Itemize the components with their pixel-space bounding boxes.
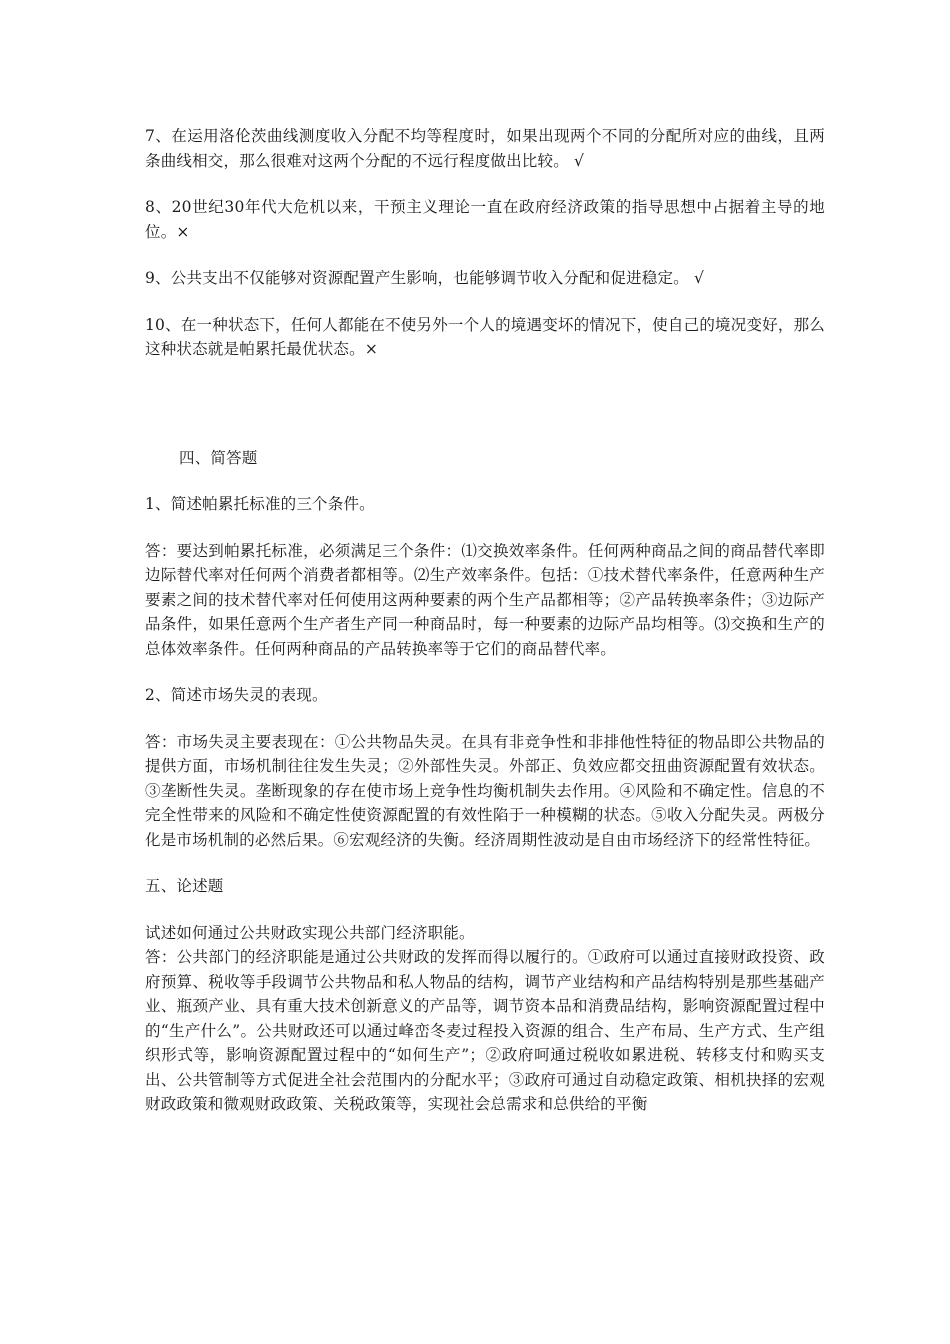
item-text: 7、在运用洛伦茨曲线测度收入分配不均等程度时，如果出现两个不同的分配所对应的曲线，且两条曲线相交，那么很难对这两个分配的不远行程度做出比较。 xyxy=(145,127,825,170)
essay-answer: 答：公共部门的经济职能是通过公共财政的发挥而得以履行的。①政府可以通过直接财政投资、政府预算、税收等手段调节公共物品和私人物品的结构，调节产业结构和产品结构特别是那些基础产业、瓶颈产业、具有重大技术创新意义的产品等，调节资本品和消费品结构，影响资源配置过程中的“生产什么”。公共财政还可以通过峰峦冬麦过程投入资源的组合、生产布局、生产方式、生产组织形式等，影响资源配置过程中的“如何生产”；②政府呵通过税收如累进税、转移支付和购买支出、公共管制等方式促进全社会范围内的分配水平；③政府可通过自动稳定政策、相机抉择的宏观财政政策和微观财政政策、关税政策等，实现社会总需求和总供给的平衡 xyxy=(145,948,825,1113)
answer-2: 答：市场失灵主要表现在：①公共物品失灵。在具有非竞争性和非排他性特征的物品即公共物品的提供方面，市场机制往往发生失灵；②外部性失灵。外部正、负效应都交扭曲资源配置有效状态。③垄断性失灵。垄断现象的存在使市场上竞争性均衡机制失去作用。④风险和不确定性。信息的不完全性带来的风险和不确定性使资源配置的有效性陷于一种模糊的状态。⑤收入分配失灵。两极分化是市场机制的必然后果。⑥宏观经济的失衡。经济周期性波动是自由市场经济下的经常性特征。 xyxy=(145,732,825,849)
spacer xyxy=(145,384,825,446)
true-false-item-9 xyxy=(145,266,825,291)
true-false-item-10 xyxy=(145,313,825,362)
cross-mark: × xyxy=(364,340,378,358)
question-2: 2、简述市场失灵的表现。 xyxy=(145,686,328,704)
check-mark: √ xyxy=(574,151,584,170)
item-text: 8、20世纪30年代大危机以来，干预主义理论一直在政府经济政策的指导思想中占据着主导的地位。 xyxy=(145,198,825,241)
section-heading-short-answer: 四、简答题 xyxy=(179,448,258,467)
true-false-item-8 xyxy=(145,195,825,244)
essay-question: 试述如何通过公共财政实现公共部门经济职能。 xyxy=(145,923,475,942)
document-page xyxy=(145,124,825,1117)
check-mark: √ xyxy=(694,269,704,287)
section-heading-essay: 五、论述题 xyxy=(145,877,224,895)
cross-mark: × xyxy=(176,222,190,241)
question-1: 1、简述帕累托标准的三个条件。 xyxy=(145,495,375,513)
true-false-item-7 xyxy=(145,124,825,173)
item-text: 9、公共支出不仅能够对资源配置产生影响，也能够调节收入分配和促进稳定。 xyxy=(145,269,689,287)
answer-1: 答：要达到帕累托标准，必须满足三个条件：⑴交换效率条件。任何两种商品之间的商品替代率即边际替代率对任何两个消费者都相等。⑵生产效率条件。包括：①技术替代率条件，任意两种生产要素之间的技术替代率对任何使用这两种要素的两个生产品都相等；②产品转换率条件；③边际产品条件，如果任意两个生产者生产同一种商品时，每一种要素的边际产品均相等。⑶交换和生产的总体效率条件。任何两种商品的产品转换率等于它们的商品替代率。 xyxy=(145,541,825,658)
item-text: 10、在一种状态下，任何人都能在不使另外一个人的境遇变坏的情况下，使自己的境况变好，那么这种状态就是帕累托最优状态。 xyxy=(145,315,825,358)
